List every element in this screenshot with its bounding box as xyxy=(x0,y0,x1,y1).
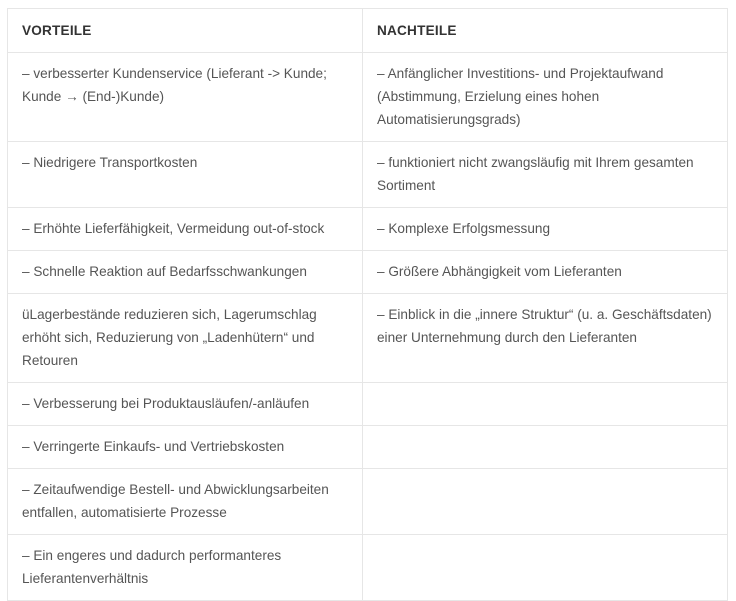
vorteil-cell: – Erhöhte Lieferfähigkeit, Vermeidung out-of-stock xyxy=(8,208,363,251)
header-nachteile: NACHTEILE xyxy=(363,9,728,53)
table-row xyxy=(8,251,728,294)
vorteil-cell: – verbesserter Kundenservice (Lieferant -> Kunde; Kunde → (End-)Kunde) xyxy=(8,53,363,142)
vorteil-cell: – Zeitaufwendige Bestell- und Abwicklungsarbeiten entfallen, automatisierte Prozesse xyxy=(8,469,363,535)
vorteil-cell: – Niedrigere Transportkosten xyxy=(8,142,363,208)
comparison-table-container xyxy=(7,8,727,601)
vorteil-cell: üLagerbestände reduzieren sich, Lagerumschlag erhöht sich, Reduzierung von „Ladenhütern“ und Retouren xyxy=(8,294,363,383)
table-row xyxy=(8,53,728,142)
header-vorteile: VORTEILE xyxy=(8,9,363,53)
table-row xyxy=(8,142,728,208)
nachteil-cell: – Einblick in die „innere Struktur“ (u. a. Geschäftsdaten) einer Unternehmung durch den Lieferanten xyxy=(363,294,728,383)
nachteil-cell: – Anfänglicher Investitions- und Projektaufwand (Abstimmung, Erzielung eines hohen Automatisierungsgrads) xyxy=(363,53,728,142)
nachteil-cell xyxy=(363,426,728,469)
table-row xyxy=(8,208,728,251)
table-row xyxy=(8,535,728,601)
nachteil-cell: – funktioniert nicht zwangsläufig mit Ihrem gesamten Sortiment xyxy=(363,142,728,208)
vorteil-cell: – Verringerte Einkaufs- und Vertriebskosten xyxy=(8,426,363,469)
table-row xyxy=(8,469,728,535)
vorteil-cell: – Verbesserung bei Produktausläufen/-anläufen xyxy=(8,383,363,426)
pros-cons-table xyxy=(7,8,728,601)
nachteil-cell xyxy=(363,469,728,535)
table-row xyxy=(8,294,728,383)
vorteil-cell: – Schnelle Reaktion auf Bedarfsschwankungen xyxy=(8,251,363,294)
table-row xyxy=(8,426,728,469)
table-row xyxy=(8,383,728,426)
nachteil-cell xyxy=(363,535,728,601)
table-header-row xyxy=(8,9,728,53)
nachteil-cell: – Komplexe Erfolgsmessung xyxy=(363,208,728,251)
vorteil-cell: – Ein engeres und dadurch performanteres Lieferantenverhältnis xyxy=(8,535,363,601)
nachteil-cell: – Größere Abhängigkeit vom Lieferanten xyxy=(363,251,728,294)
nachteil-cell xyxy=(363,383,728,426)
